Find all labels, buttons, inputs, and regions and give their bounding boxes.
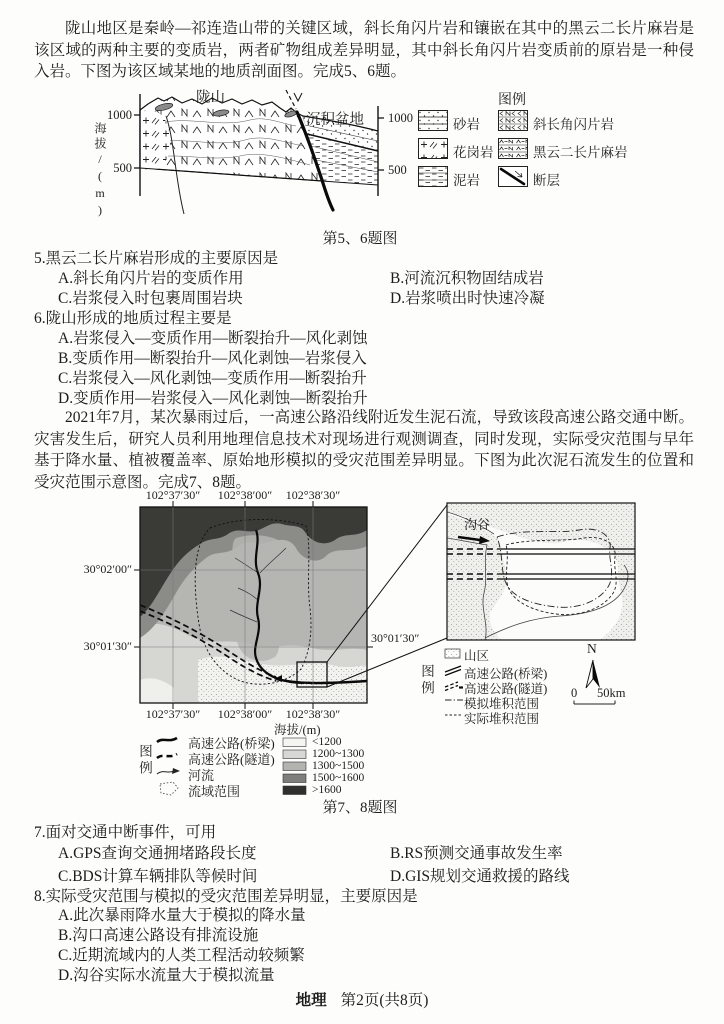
sandstone-swatch-icon [418,110,448,131]
fig2-left-legend-title: 图例 [137,744,152,777]
q7-option-b: B.RS预测交通事故发生率 [390,845,563,862]
q8-option-c: C.近期流域内的人类工程活动较频繁 [58,947,305,964]
fig2-right-legend-bridge: 高速公路(桥梁) [464,667,548,681]
q6-number: 6. [34,310,46,327]
fig2-coord-right: 30°01′30″ [371,631,420,645]
figure-cross-section [93,88,710,230]
q5-option-a: A.斜长角闪片岩的变质作用 [58,270,244,287]
gneiss-swatch-icon [498,138,528,159]
fig2-coord-top-2: 102°38′00″ [217,488,273,502]
fig2-left-legend-river: 河流 [188,768,215,783]
q6-option-a: A.岩浆侵入—变质作用—断裂抬升—风化剥蚀 [58,330,368,347]
fig2-coord-top-3: 102°38′30″ [285,488,341,502]
fig1-mountain-label: 陇山 [196,90,225,106]
figure1-caption: 第5、6题图 [322,231,398,247]
elevation-swatch-1200-1300 [283,750,306,759]
footer-subject: 地理 [295,992,327,1009]
fig2-scale-end: 50km [597,686,626,700]
mudstone-swatch-icon [418,166,448,187]
q6-option-c: C.岩浆侵入—风化剥蚀—变质作用—断裂抬升 [58,370,367,387]
page-footer [0,988,724,1010]
q5-number: 5. [34,250,46,267]
fig1-legend-label-mudstone: 泥岩 [453,173,480,188]
fig1-legend-label-granite: 花岗岩 [453,145,494,160]
fig2-north-label: N [587,641,597,656]
fig2-scale-zero: 0 [571,686,578,700]
q7-option-a: A.GPS查询交通拥堵路段长度 [58,845,257,862]
intro-paragraph-2: 2021年7月，某次暴雨过后，一高速公路沿线附近发生泥石流，导致该段高速公路交通中断。灾害发生后，研究人员利用地理信息技术对现场进行观测调查，同时发现，实际受灾范围与早年基于降水量、植被覆盖率、原始地形模拟的受灾范围差异明显。下图为此次泥石流发生的位置和受灾范围示意图。完成7、8题。 [34,409,694,491]
footer-page-info: 第2页(共8页) [340,992,429,1009]
intro-paragraph-1: 陇山地区是秦岭—祁连造山带的关键区域，斜长角闪片岩和镶嵌在其中的黑云二长片麻岩是该区域的两种主要的变质岩，两者矿物组成差异明显，其中斜长角闪片岩变质前的原岩是一种侵入岩。下图为该区域某地的地质剖面图。完成5、6题。 [34,20,694,80]
fig2-elevation-label-3: 1300~1500 [312,760,365,772]
q8-option-b: B.沟口高速公路设有排流设施 [58,927,259,944]
fig2-right-legend-simulated: 模拟堆积范围 [464,697,540,711]
q7-option-c: C.BDS计算车辆排队等候时间 [58,868,258,885]
fig2-right-legend-title: 图例 [419,664,434,697]
q6-option-b: B.变质作用—断裂抬升—风化剥蚀—岩浆侵入 [58,350,367,367]
fig2-right-legend-actual: 实际堆积范围 [464,712,540,726]
q8-option-a: A.此次暴雨降水量大于模拟的降水量 [58,907,306,924]
fig2-coord-left-2: 30°01′30″ [83,639,132,653]
fig1-legend-label-schist: 斜长角闪片岩 [533,117,614,132]
fig1-legend-title: 图例 [498,93,526,108]
fig2-left-legend-bridge: 高速公路(桥梁) [188,736,275,751]
fig2-coord-bottom-1: 102°37′30″ [145,707,201,721]
fault-swatch-icon [498,166,528,187]
fig2-coord-top-1: 102°37′30″ [145,488,201,502]
fig1-tick-500-left: 500 [113,161,132,175]
amphibolite-schist-swatch-icon [498,110,528,131]
fig1-tick-1000-left: 1000 [107,108,132,122]
q5-option-d: D.岩浆喷出时快速冷凝 [390,290,545,307]
fig1-tick-1000-right: 1000 [388,111,413,125]
elevation-swatch-lt1200 [283,738,306,747]
fig2-left-legend-watershed: 流域范围 [188,784,241,799]
fig2-right-legend-tunnel: 高速公路(隧道) [464,682,548,696]
q5-option-c: C.岩浆侵入时包裹周围岩块 [58,290,243,307]
q6-option-d: D.变质作用—岩浆侵入—风化剥蚀—断裂抬升 [58,390,368,407]
fig2-coord-bottom-3: 102°38′30″ [285,707,341,721]
figure-debris-flow-map [60,488,720,833]
q5-option-b: B.河流沉积物固结成岩 [390,270,544,287]
q7-option-d: D.GIS规划交通救援的路线 [390,868,570,885]
fig1-legend-label-sandstone: 砂岩 [453,117,480,132]
q6-stem: 6.陇山形成的地质过程主要是 [34,310,232,327]
elevation-swatch-gt1600 [283,786,306,795]
fig2-elevation-label-2: 1200~1300 [312,748,365,760]
fig2-left-legend-tunnel: 高速公路(隧道) [188,752,275,767]
fig1-legend-label-gneiss: 黑云二长片麻岩 [533,145,628,160]
fig1-basin-label: 沉积盆地 [306,112,364,128]
fig2-elevation-label-5: >1600 [312,784,342,796]
fig2-gully-label: 沟谷 [464,517,491,532]
map-art [60,488,720,833]
fig1-legend-label-fault: 断层 [533,173,560,188]
fig2-coord-bottom-2: 102°38′00″ [217,707,273,721]
fig2-right-legend-mountain: 山区 [464,649,490,663]
q8-stem: 8.实际受灾范围与模拟的受灾范围差异明显，主要原因是 [34,888,418,905]
fig1-tick-500-right: 500 [388,163,407,177]
q7-stem: 7.面对交通中断事件，可用 [34,824,217,841]
fig2-elevation-label-1: <1200 [312,736,342,748]
fig2-coord-left-1: 30°02′00″ [83,562,132,576]
figure2-caption: 第7、8题图 [322,800,398,816]
granite-swatch-icon [418,138,448,159]
q8-option-d: D.沟谷实际水流量大于模拟流量 [58,967,275,984]
fig2-elevation-label-4: 1500~1600 [312,772,365,784]
q8-number: 8. [34,888,46,905]
fig1-y-axis-label: 海拔/(m) [93,122,107,220]
elevation-swatch-1500-1600 [283,774,306,783]
fig2-elevation-title: 海拔/(m) [274,723,321,737]
q7-number: 7. [34,824,46,841]
elevation-swatch-1300-1500 [283,762,306,771]
q5-stem: 5.黑云二长片麻岩形成的主要原因是 [34,250,279,267]
